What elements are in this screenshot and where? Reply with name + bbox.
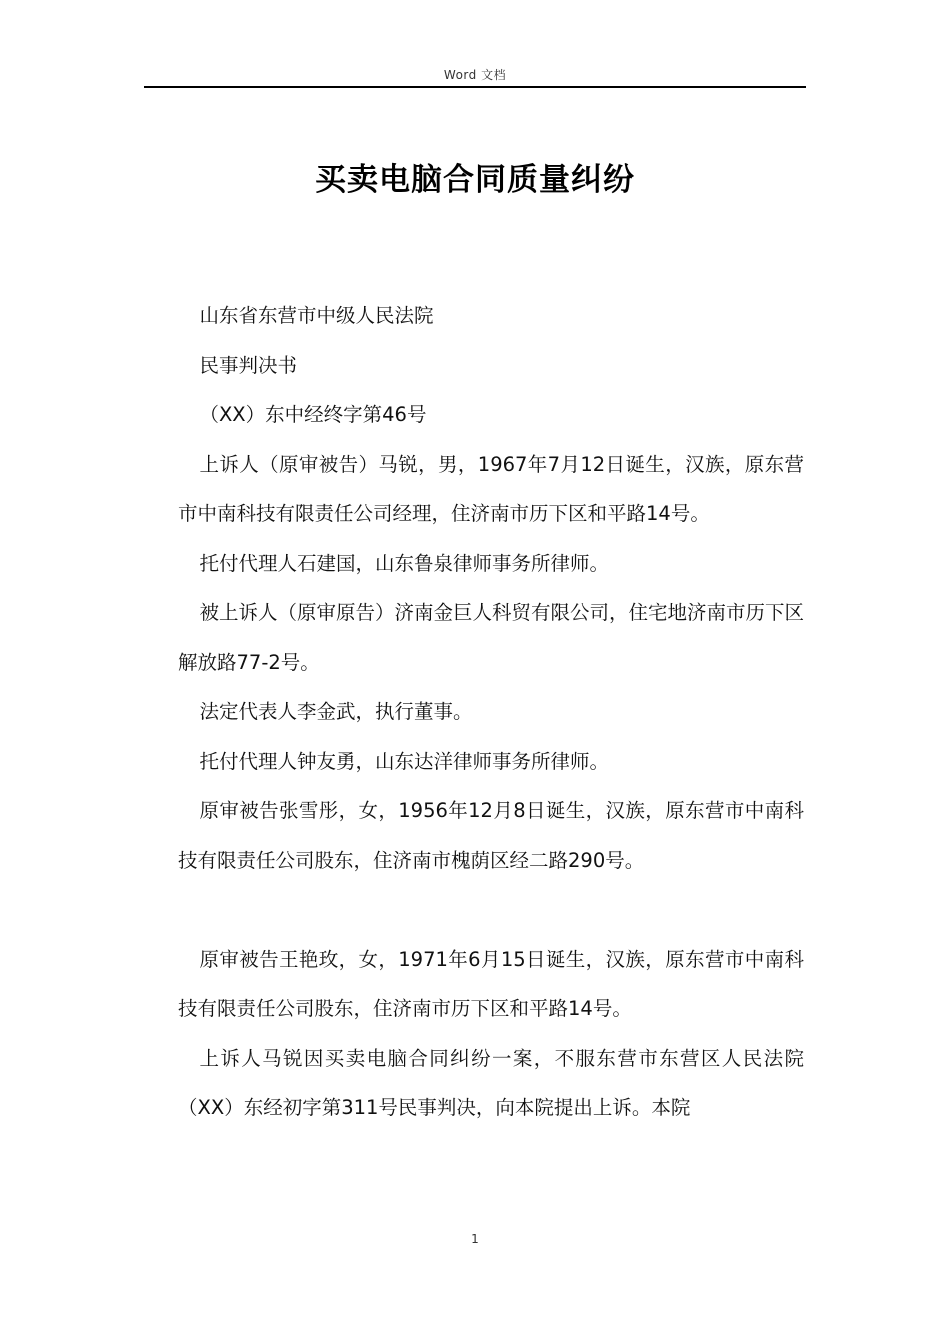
page-header: Word 文档: [443, 68, 507, 82]
header-divider: [144, 86, 806, 88]
paragraph-document-type: 民事判决书: [199, 353, 297, 377]
paragraph-defendant-zhang: 原审被告张雪彤，女，1956年12月8日诞生，汉族，原东营市中南科技有限责任公司股东，住济南市槐荫区经二路290号。: [178, 799, 804, 872]
page-number: 1: [471, 1232, 479, 1246]
paragraph-appellant: 上诉人（原审被告）马锐，男，1967年7月12日诞生，汉族，原东营市中南科技有限责任公司经理，住济南市历下区和平路14号。: [178, 452, 804, 525]
paragraph-defendant-wang: 原审被告王艳玫，女，1971年6月15日诞生，汉族，原东营市中南科技有限责任公司股东，住济南市历下区和平路14号。: [178, 947, 804, 1020]
paragraph-appellee: 被上诉人（原审原告）济南金巨人科贸有限公司，住宅地济南市历下区解放路77-2号。: [178, 601, 804, 674]
paragraph-spacer: [178, 885, 804, 935]
paragraph-appellee-agent: 托付代理人钟友勇，山东达洋律师事务所律师。: [199, 749, 609, 773]
document-title: 买卖电脑合同质量纠纷: [315, 162, 635, 198]
paragraph-court-name: 山东省东营市中级人民法院: [199, 304, 434, 327]
document-body: [178, 291, 804, 1133]
paragraph-appellant-agent: 托付代理人石建国，山东鲁泉律师事务所律师。: [199, 551, 609, 575]
paragraph-case-number: （XX）东中经终字第46号: [199, 403, 427, 426]
paragraph-legal-representative: 法定代表人李金武，执行董事。: [199, 700, 473, 723]
paragraph-case-summary: 上诉人马锐因买卖电脑合同纠纷一案，不服东营市东营区人民法院（XX）东经初字第311号民事判决，向本院提出上诉。本院: [178, 1046, 804, 1119]
